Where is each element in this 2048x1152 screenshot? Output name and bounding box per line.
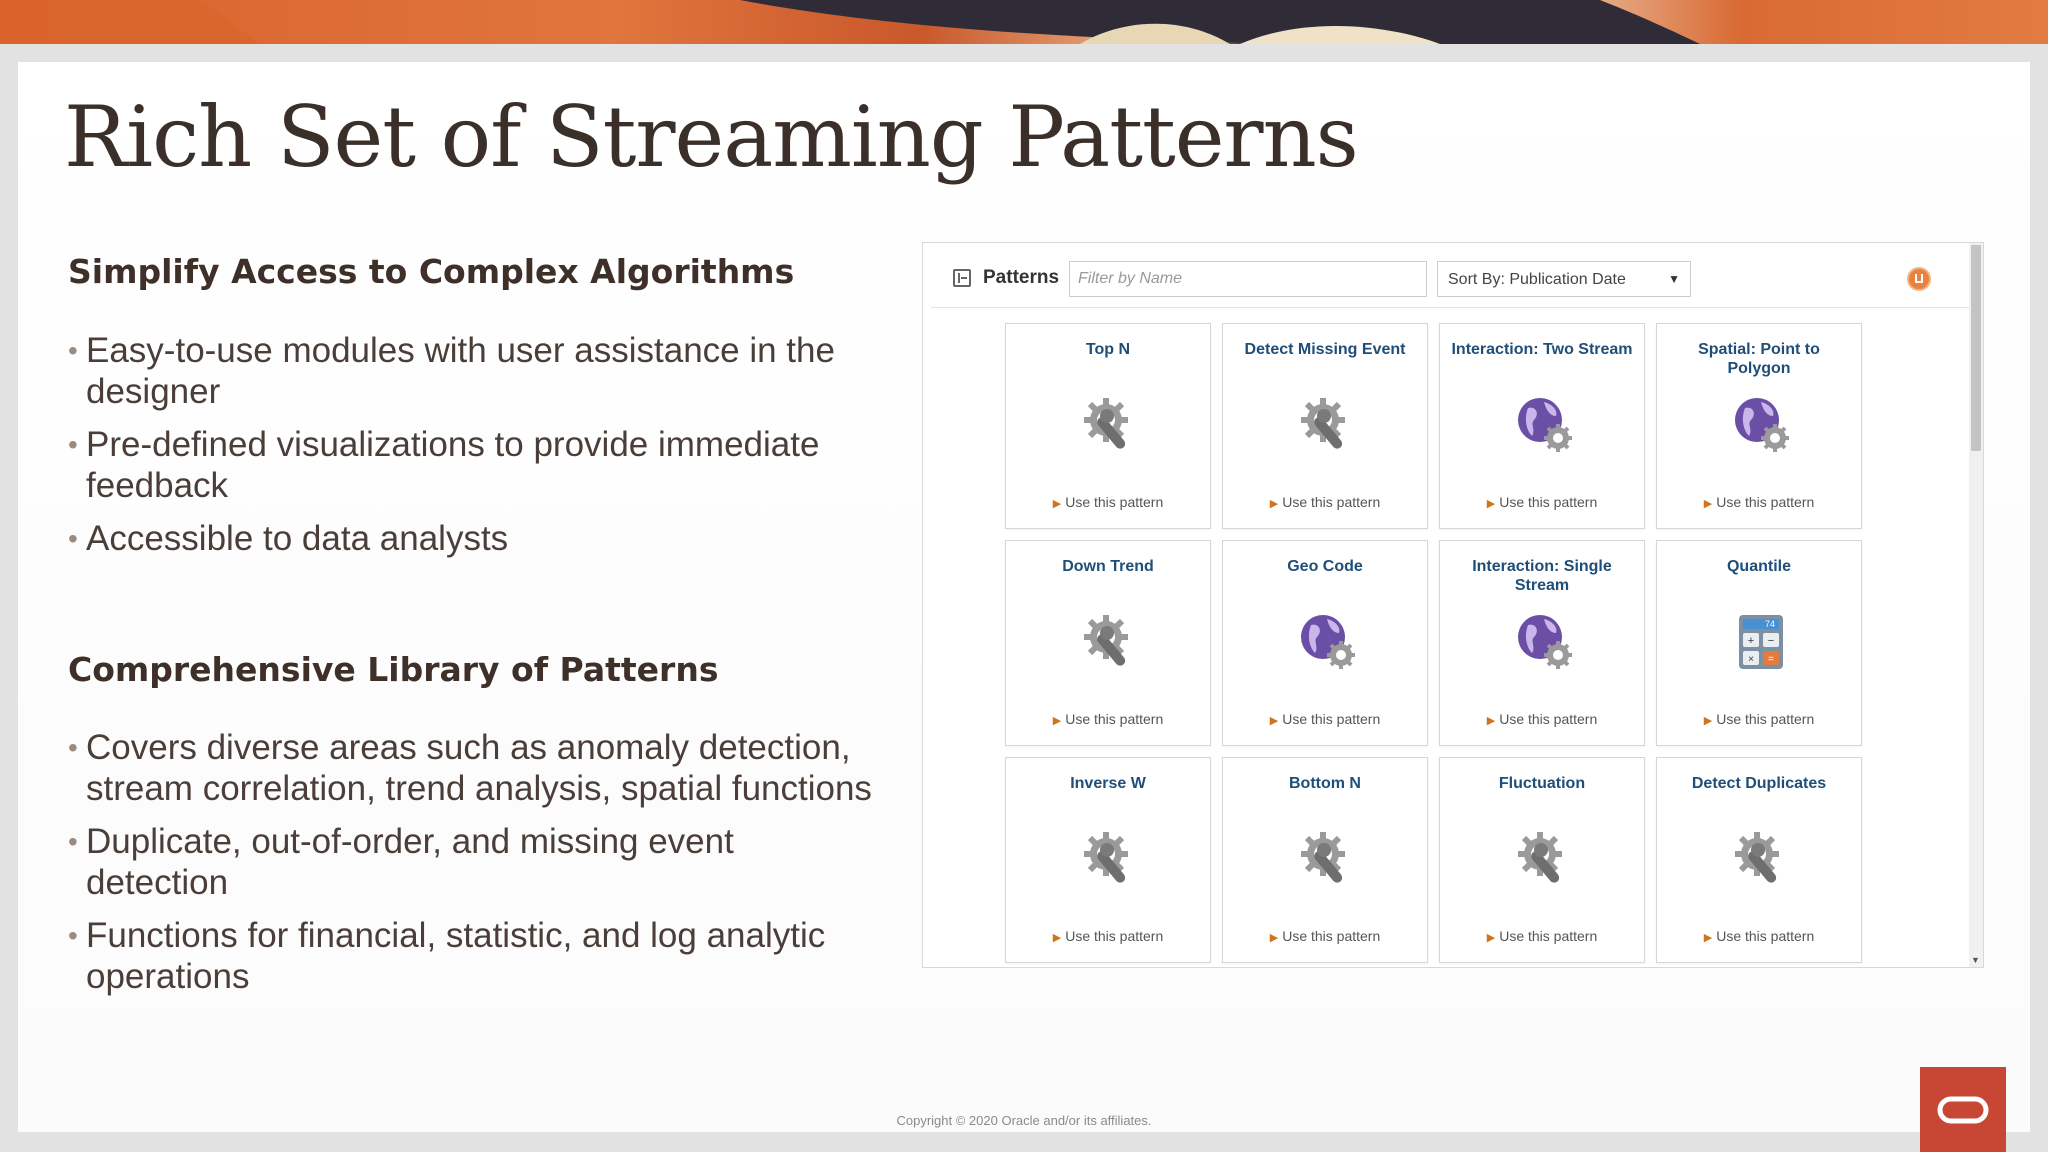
pattern-card[interactable]: [1005, 757, 1211, 963]
globe-gear-icon: [1731, 394, 1791, 454]
pattern-card-title: Fluctuation: [1498, 775, 1586, 792]
bullet-item: • Pre-defined visualizations to provide immediate feedback: [68, 424, 868, 506]
pattern-card[interactable]: [1005, 323, 1211, 529]
export-icon[interactable]: [1907, 267, 1931, 291]
pattern-card[interactable]: [1222, 323, 1428, 529]
wrench-gear-icon: [1297, 828, 1357, 888]
use-pattern-link[interactable]: [1006, 928, 1210, 944]
use-pattern-link[interactable]: [1440, 711, 1644, 727]
pattern-card-title: Interaction: Two Stream: [1451, 341, 1633, 358]
wrench-gear-icon: [1731, 828, 1791, 888]
pattern-card[interactable]: [1656, 757, 1862, 963]
use-pattern-label: Use this pattern: [1716, 928, 1815, 944]
wrench-gear-icon: [1080, 394, 1140, 454]
play-arrow-icon: ▶: [1269, 498, 1279, 510]
pattern-card[interactable]: [1439, 540, 1645, 746]
play-arrow-icon: ▶: [1703, 715, 1713, 727]
pattern-card[interactable]: [1439, 757, 1645, 963]
play-arrow-icon: ▶: [1052, 932, 1062, 944]
patterns-toolbar: [931, 247, 1971, 308]
sort-select[interactable]: [1437, 261, 1691, 297]
bullet-item: • Accessible to data analysts: [68, 518, 868, 559]
filter-input[interactable]: [1069, 261, 1427, 297]
bullet-item: • Covers diverse areas such as anomaly detection, stream correlation, trend analysis, spatial functions: [68, 727, 878, 809]
pattern-card-title: Spatial: Point to Polygon: [1698, 341, 1820, 377]
wrench-gear-icon: [1514, 828, 1574, 888]
scrollbar-thumb[interactable]: [1971, 245, 1981, 451]
play-arrow-icon: ▶: [1486, 715, 1496, 727]
sidebar-toggle-icon[interactable]: [953, 269, 971, 287]
use-pattern-label: Use this pattern: [1499, 711, 1598, 727]
play-arrow-icon: ▶: [1486, 498, 1496, 510]
svg-text:×: ×: [1748, 654, 1754, 665]
use-pattern-label: Use this pattern: [1282, 494, 1381, 510]
play-arrow-icon: ▶: [1703, 498, 1713, 510]
use-pattern-label: Use this pattern: [1716, 711, 1815, 727]
scroll-down-arrow-icon[interactable]: ▼: [1971, 955, 1980, 965]
pattern-card-title: Interaction: Single Stream: [1472, 558, 1612, 594]
slide-title: Rich Set of Streaming Patterns: [64, 88, 1358, 186]
use-pattern-link[interactable]: [1657, 928, 1861, 944]
play-arrow-icon: ▶: [1052, 715, 1062, 727]
use-pattern-link[interactable]: [1440, 494, 1644, 510]
pattern-card[interactable]: [1656, 540, 1862, 746]
use-pattern-link[interactable]: [1657, 711, 1861, 727]
globe-gear-icon: [1514, 394, 1574, 454]
svg-text:+: +: [1747, 635, 1755, 647]
use-pattern-label: Use this pattern: [1499, 494, 1598, 510]
use-pattern-link[interactable]: [1223, 494, 1427, 510]
play-arrow-icon: ▶: [1269, 715, 1279, 727]
calculator-icon: [1731, 611, 1791, 671]
pattern-card-title: Detect Duplicates: [1691, 775, 1827, 792]
use-pattern-label: Use this pattern: [1065, 494, 1164, 510]
bullet-list-library: [68, 727, 878, 1009]
play-arrow-icon: ▶: [1269, 932, 1279, 944]
decorative-banner: [0, 0, 2048, 44]
play-arrow-icon: ▶: [1486, 932, 1496, 944]
pattern-card[interactable]: [1005, 540, 1211, 746]
use-pattern-link[interactable]: [1657, 494, 1861, 510]
use-pattern-label: Use this pattern: [1282, 928, 1381, 944]
bullet-item: • Functions for financial, statistic, and log analytic operations: [68, 915, 878, 997]
pattern-card[interactable]: [1222, 540, 1428, 746]
pattern-card-title: Inverse W: [1070, 775, 1146, 792]
svg-text:=: =: [1768, 654, 1774, 665]
pattern-card-title: Down Trend: [1062, 558, 1154, 575]
pattern-card-title: Bottom N: [1289, 775, 1361, 792]
sort-select-label: Sort By: Publication Date: [1448, 271, 1626, 288]
use-pattern-link[interactable]: [1006, 494, 1210, 510]
pattern-card[interactable]: [1439, 323, 1645, 529]
use-pattern-link[interactable]: [1223, 928, 1427, 944]
patterns-panel: [922, 242, 1984, 968]
chevron-down-icon: ▼: [1668, 272, 1680, 286]
play-arrow-icon: ▶: [1703, 932, 1713, 944]
patterns-grid: [1005, 323, 1862, 963]
bullet-list-algorithms: [68, 330, 868, 571]
copyright-footer: Copyright © 2020 Oracle and/or its affiliates.: [896, 1113, 1152, 1128]
svg-text:−: −: [1767, 635, 1775, 647]
use-pattern-label: Use this pattern: [1065, 711, 1164, 727]
pattern-card[interactable]: [1656, 323, 1862, 529]
vertical-scrollbar[interactable]: [1969, 243, 1983, 967]
bullet-item: • Duplicate, out-of-order, and missing event detection: [68, 821, 878, 903]
use-pattern-link[interactable]: [1006, 711, 1210, 727]
svg-text:74: 74: [1764, 619, 1775, 629]
wrench-gear-icon: [1297, 394, 1357, 454]
use-pattern-label: Use this pattern: [1716, 494, 1815, 510]
wrench-gear-icon: [1080, 611, 1140, 671]
use-pattern-label: Use this pattern: [1499, 928, 1598, 944]
section-heading-library: Comprehensive Library of Patterns: [68, 650, 719, 689]
pattern-card-title: Geo Code: [1287, 558, 1363, 575]
bullet-item: • Easy-to-use modules with user assistance in the designer: [68, 330, 868, 412]
section-heading-algorithms: Simplify Access to Complex Algorithms: [68, 252, 795, 291]
oracle-logo[interactable]: [1920, 1067, 2006, 1152]
pattern-card-title: Detect Missing Event: [1244, 341, 1406, 358]
pattern-card-title: Quantile: [1726, 558, 1791, 575]
panel-title: Patterns: [983, 267, 1060, 288]
use-pattern-label: Use this pattern: [1065, 928, 1164, 944]
use-pattern-link[interactable]: [1440, 928, 1644, 944]
globe-gear-icon: [1297, 611, 1357, 671]
use-pattern-label: Use this pattern: [1282, 711, 1381, 727]
wrench-gear-icon: [1080, 828, 1140, 888]
pattern-card[interactable]: [1222, 757, 1428, 963]
globe-gear-icon: [1514, 611, 1574, 671]
play-arrow-icon: ▶: [1052, 498, 1062, 510]
pattern-card-title: Top N: [1085, 341, 1131, 358]
use-pattern-link[interactable]: [1223, 711, 1427, 727]
